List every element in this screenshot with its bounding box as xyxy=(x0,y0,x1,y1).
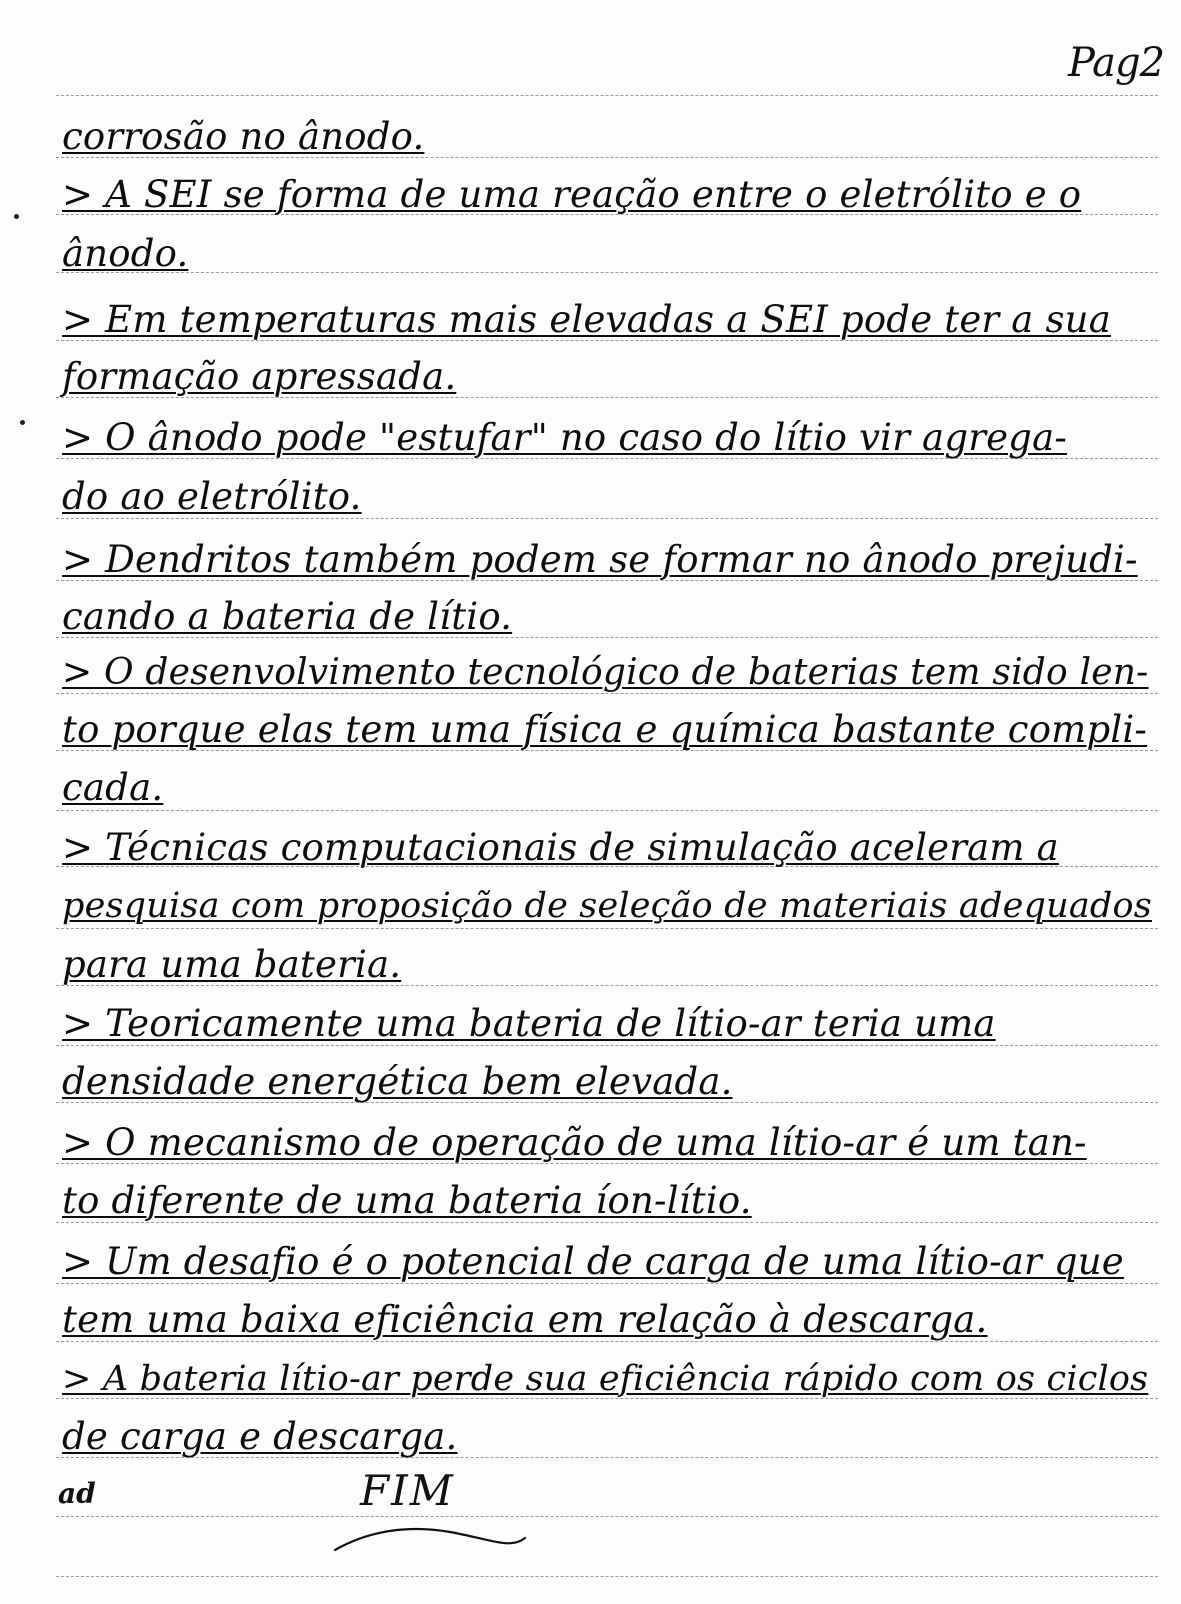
text-line: tem uma baixa eficiência em relação à descarga. xyxy=(62,1298,988,1341)
ruled-line xyxy=(56,518,1158,519)
text-line: do ao eletrólito. xyxy=(62,475,362,518)
end-mark: FIM xyxy=(360,1466,455,1515)
text-line: > O ânodo pode "estufar" no caso do lítio vir agrega- xyxy=(62,416,1068,459)
ruled-line xyxy=(56,810,1158,811)
text-line: > O mecanismo de operação de uma lítio-ar é um tan- xyxy=(62,1121,1087,1164)
ruled-line xyxy=(56,1045,1158,1046)
ruled-line xyxy=(56,1341,1158,1342)
ruled-line xyxy=(56,928,1158,929)
ruled-line xyxy=(56,693,1158,694)
ruled-line xyxy=(56,1516,1158,1517)
text-line: > Em temperaturas mais elevadas a SEI pode ter a sua xyxy=(62,298,1111,341)
ruled-line xyxy=(56,272,1158,273)
text-line: para uma bateria. xyxy=(62,943,402,986)
text-line: cada. xyxy=(62,766,164,809)
ruled-line xyxy=(56,1283,1158,1284)
paper-speck xyxy=(20,420,25,425)
text-line: > Teoricamente uma bateria de lítio-ar teria uma xyxy=(62,1002,996,1045)
text-line: > A SEI se forma de uma reação entre o eletrólito e o xyxy=(62,173,1082,216)
ruled-line xyxy=(56,1576,1158,1577)
text-line: ânodo. xyxy=(62,232,189,275)
text-line: densidade energética bem elevada. xyxy=(62,1060,733,1103)
page-number: Pag2 xyxy=(1068,40,1165,86)
text-line: cando a bateria de lítio. xyxy=(62,595,513,638)
text-line: corrosão no ânodo. xyxy=(62,115,425,158)
text-line: > Dendritos também podem se formar no ânodo prejudi- xyxy=(62,538,1138,581)
text-line: to porque elas tem uma física e química bastante compli- xyxy=(62,708,1148,751)
text-line: to diferente de uma bateria íon-lítio. xyxy=(62,1179,752,1222)
text-line: > Um desafio é o potencial de carga de uma lítio-ar que xyxy=(62,1240,1124,1283)
text-line: pesquisa com proposição de seleção de materiais adequados xyxy=(62,886,1152,926)
signature-flourish xyxy=(330,1520,530,1560)
ruled-line xyxy=(56,1222,1158,1223)
ruled-line xyxy=(56,95,1158,96)
paper-speck xyxy=(14,214,19,219)
text-line: > A bateria lítio-ar perde sua eficiência rápido com os ciclos xyxy=(62,1359,1149,1399)
text-line: formação apressada. xyxy=(62,355,457,398)
margin-initials: ad xyxy=(58,1477,96,1510)
text-line: > Técnicas computacionais de simulação aceleram a xyxy=(62,826,1059,869)
text-line: > O desenvolvimento tecnológico de baterias tem sido len- xyxy=(62,652,1149,693)
text-line: de carga e descarga. xyxy=(62,1415,458,1458)
